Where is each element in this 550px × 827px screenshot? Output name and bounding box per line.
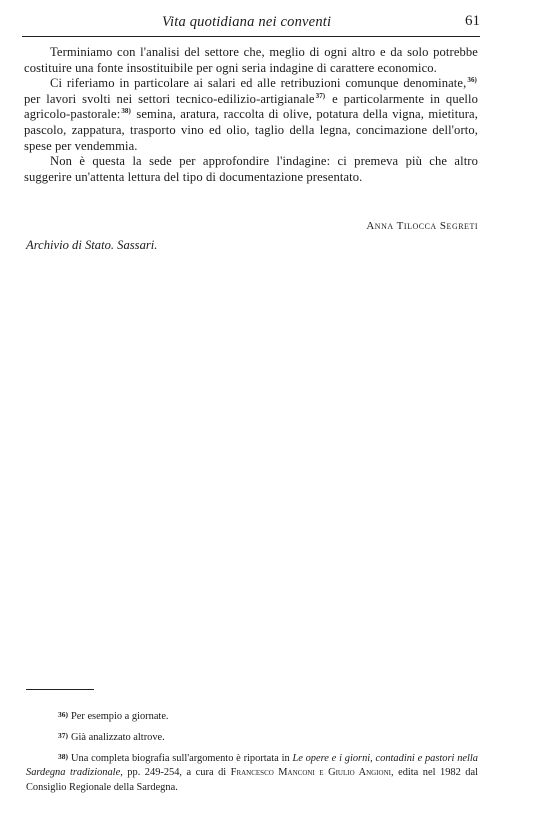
paragraph-3: Non è questa la sede per approfondire l'indagine: ci premeva più che altro suggerire un'attenta lettura del tipo di documentazione presentato.	[24, 154, 478, 184]
footnote-ref-38[interactable]: 38)	[121, 107, 131, 116]
footnotes	[26, 708, 478, 800]
paragraph-2-part-c: e particolarmente in quello agricolo-pastorale:	[24, 91, 478, 122]
running-title: Vita quotidiana nei conventi	[162, 14, 332, 30]
footnote-text-part-3: , pp. 249-254, a cura di	[120, 767, 231, 779]
book-title: Le opere e i giorni, contadini e pastori nella Sardegna tradizionale	[26, 752, 478, 779]
footnote-number: 37)	[58, 730, 68, 740]
footnote-text: Già analizzato altrove.	[71, 731, 165, 743]
footnote-text-part-1: Una completa biografia sull'argomento è riportata in	[71, 752, 293, 764]
editor-names: Francesco Manconi e Giulio Angioni	[230, 767, 391, 779]
paragraph-2-part-d: semina, aratura, raccolta di olive, potatura della vigna, mietitura, pascolo, zappatura, trasporto vino ed olio, taglio della legna, concimazione dell'orto, spese per vendemmia.	[24, 107, 478, 153]
footnote-number: 36)	[58, 710, 68, 719]
paragraph-2-part-b: per lavori svolti nei settori tecnico-edilizio-artigianale	[24, 91, 315, 106]
paragraph-2-part-a: Ci riferiamo in particolare ai salari ed alle retribuzioni comunque denominate,	[50, 76, 467, 91]
footnote-36	[26, 708, 478, 725]
paragraph-1: Terminiamo con l'analisi del settore che, meglio di ogni altro e da solo potrebbe costituire una fonte insostituibile per ogni seria indagine di carattere economico.	[24, 45, 478, 75]
paragraph-2	[24, 76, 478, 154]
body-text	[24, 45, 478, 185]
footnote-37	[26, 729, 478, 746]
page-number: 61	[465, 13, 480, 29]
page-header	[22, 10, 480, 37]
footnote-divider	[26, 689, 94, 690]
archive-source: Archivio di Stato. Sassari.	[26, 238, 158, 252]
footnote-ref-36[interactable]: 36)	[467, 76, 477, 85]
footnote-text: Per esempio a giornate.	[71, 711, 169, 722]
author-signature: Anna Tilocca Segreti	[366, 220, 478, 232]
footnote-ref-37[interactable]: 37)	[315, 91, 326, 100]
footnote-number: 38)	[58, 751, 68, 761]
footnote-text-part-5: , edita nel 1982 dal Consiglio Regionale della Sardegna.	[26, 767, 478, 794]
footnote-38	[26, 750, 478, 796]
